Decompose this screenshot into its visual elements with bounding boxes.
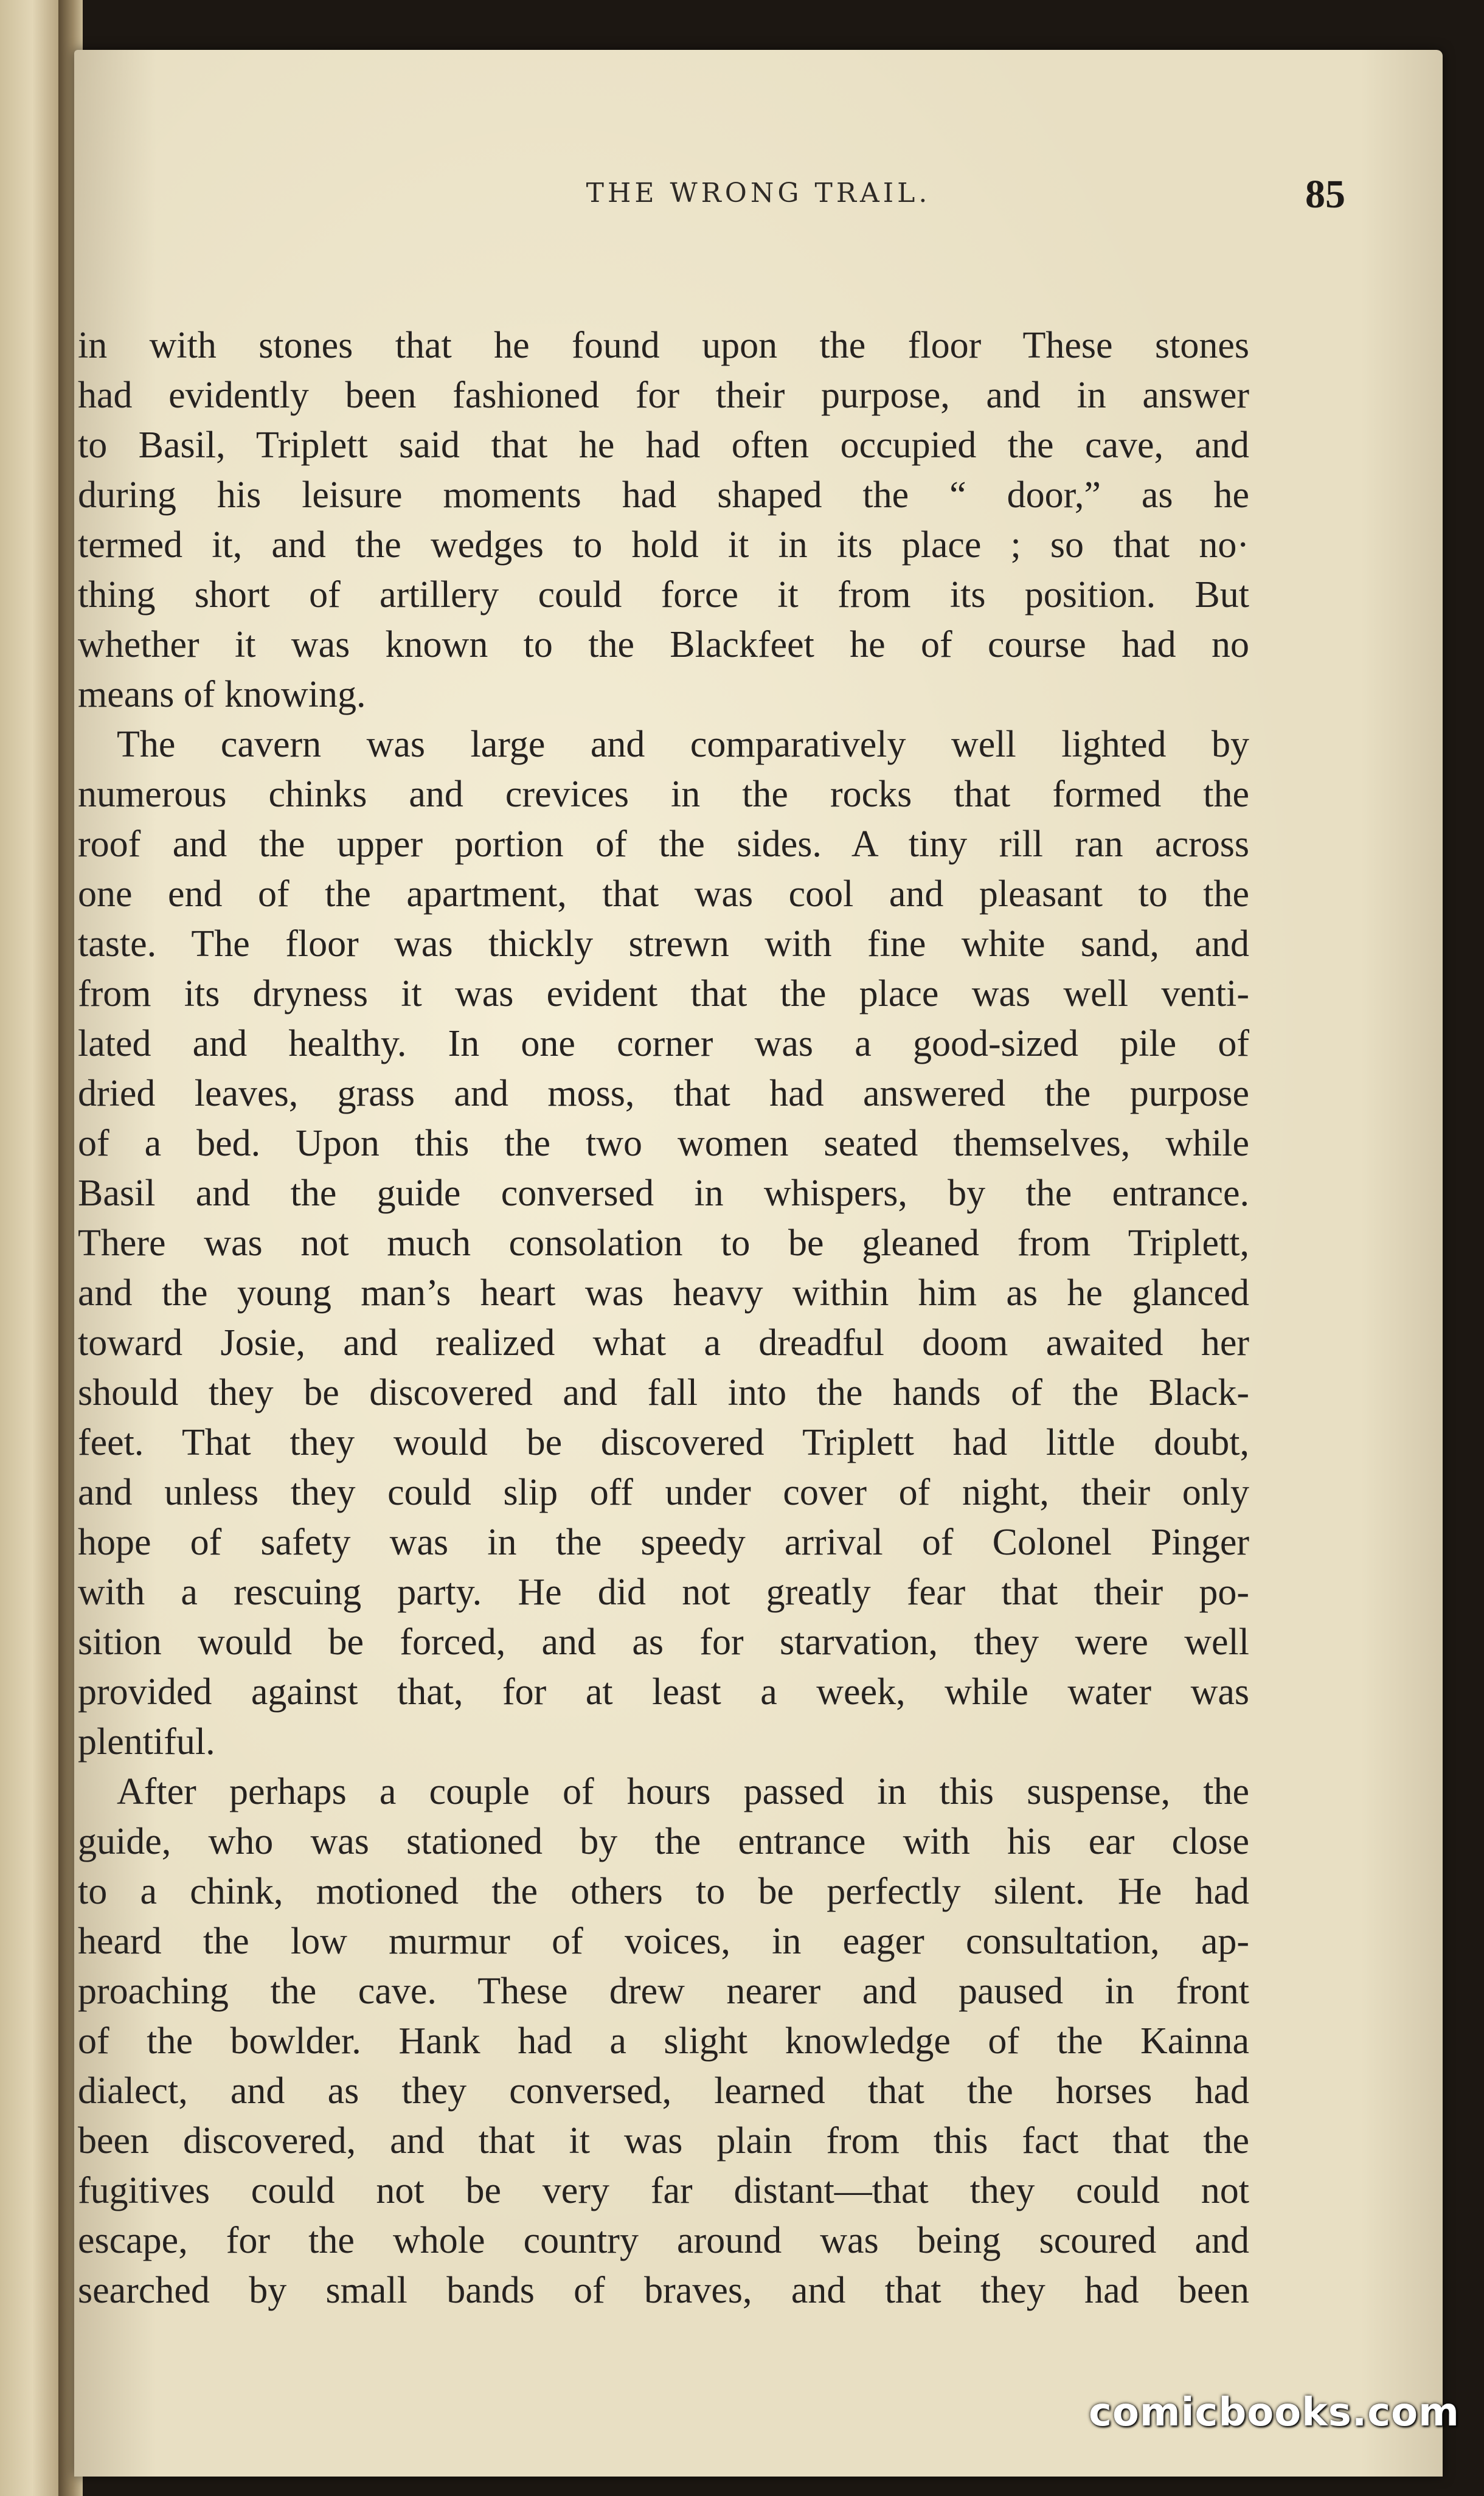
text-line: heard the low murmur of voices, in eager consultation, ap-	[78, 1921, 1249, 1962]
text-line: plentiful.	[78, 1721, 215, 1763]
text-line: been discovered, and that it was plain from this fact that the	[78, 2120, 1249, 2161]
book-page	[74, 50, 1443, 2477]
page-number: 85	[1305, 172, 1345, 217]
text-line: guide, who was stationed by the entrance with his ear close	[78, 1821, 1249, 1862]
text-line: escape, for the whole country around was being scoured and	[78, 2220, 1249, 2261]
text-line: should they be discovered and fall into the hands of the Black-	[78, 1372, 1249, 1413]
text-line: termed it, and the wedges to hold it in its place ; so that no·	[78, 524, 1249, 566]
text-line: taste. The floor was thickly strewn with fine white sand, and	[78, 923, 1249, 965]
text-line: during his leisure moments had shaped the “ door,” as he	[78, 474, 1249, 516]
text-line: hope of safety was in the speedy arrival of Colonel Pinger	[78, 1522, 1249, 1563]
text-line: with a rescuing party. He did not greatly fear that their po-	[78, 1572, 1249, 1613]
text-line: had evidently been fashioned for their purpose, and in answer	[78, 375, 1249, 416]
text-line: numerous chinks and crevices in the rocks that formed the	[78, 774, 1249, 815]
text-line: lated and healthy. In one corner was a good-sized pile of	[78, 1023, 1249, 1064]
text-line: whether it was known to the Blackfeet he of course had no	[78, 624, 1249, 665]
text-line: feet. That they would be discovered Triplett had little doubt,	[78, 1422, 1249, 1463]
text-line: thing short of artillery could force it from its position. But	[78, 574, 1249, 615]
text-line: Basil and the guide conversed in whispers, by the entrance.	[78, 1173, 1249, 1214]
text-line: roof and the upper portion of the sides. A tiny rill ran across	[78, 823, 1249, 865]
text-line: toward Josie, and realized what a dreadful doom awaited her	[78, 1322, 1249, 1364]
text-line: means of knowing.	[78, 674, 366, 715]
text-line: to Basil, Triplett said that he had often occupied the cave, and	[78, 425, 1249, 466]
text-line: fugitives could not be very far distant—that they could not	[78, 2170, 1249, 2211]
text-line: proaching the cave. These drew nearer and paused in front	[78, 1971, 1249, 2012]
text-line: There was not much consolation to be gleaned from Triplett,	[78, 1222, 1249, 1264]
watermark: comicbooks.com	[1089, 2390, 1460, 2435]
text-line: from its dryness it was evident that the place was well venti-	[78, 973, 1249, 1014]
text-line: sition would be forced, and as for starvation, they were well	[78, 1621, 1249, 1663]
running-head: THE WRONG TRAIL.	[586, 178, 931, 209]
text-line: of the bowlder. Hank had a slight knowledge of the Kainna	[78, 2020, 1249, 2062]
text-line: The cavern was large and comparatively well lighted by	[117, 724, 1249, 765]
text-line: searched by small bands of braves, and that they had been	[78, 2270, 1249, 2311]
text-line: and unless they could slip off under cover of night, their only	[78, 1472, 1249, 1513]
text-line: in with stones that he found upon the floor These stones	[78, 325, 1249, 366]
text-line: of a bed. Upon this the two women seated themselves, while	[78, 1123, 1249, 1164]
text-line: After perhaps a couple of hours passed in this suspense, the	[117, 1771, 1249, 1812]
text-line: and the young man’s heart was heavy within him as he glanced	[78, 1272, 1249, 1314]
text-line: dried leaves, grass and moss, that had answered the purpose	[78, 1073, 1249, 1114]
text-line: dialect, and as they conversed, learned that the horses had	[78, 2070, 1249, 2112]
text-line: provided against that, for at least a week, while water was	[78, 1671, 1249, 1713]
text-line: to a chink, motioned the others to be perfectly silent. He had	[78, 1871, 1249, 1912]
text-line: one end of the apartment, that was cool and pleasant to the	[78, 873, 1249, 915]
